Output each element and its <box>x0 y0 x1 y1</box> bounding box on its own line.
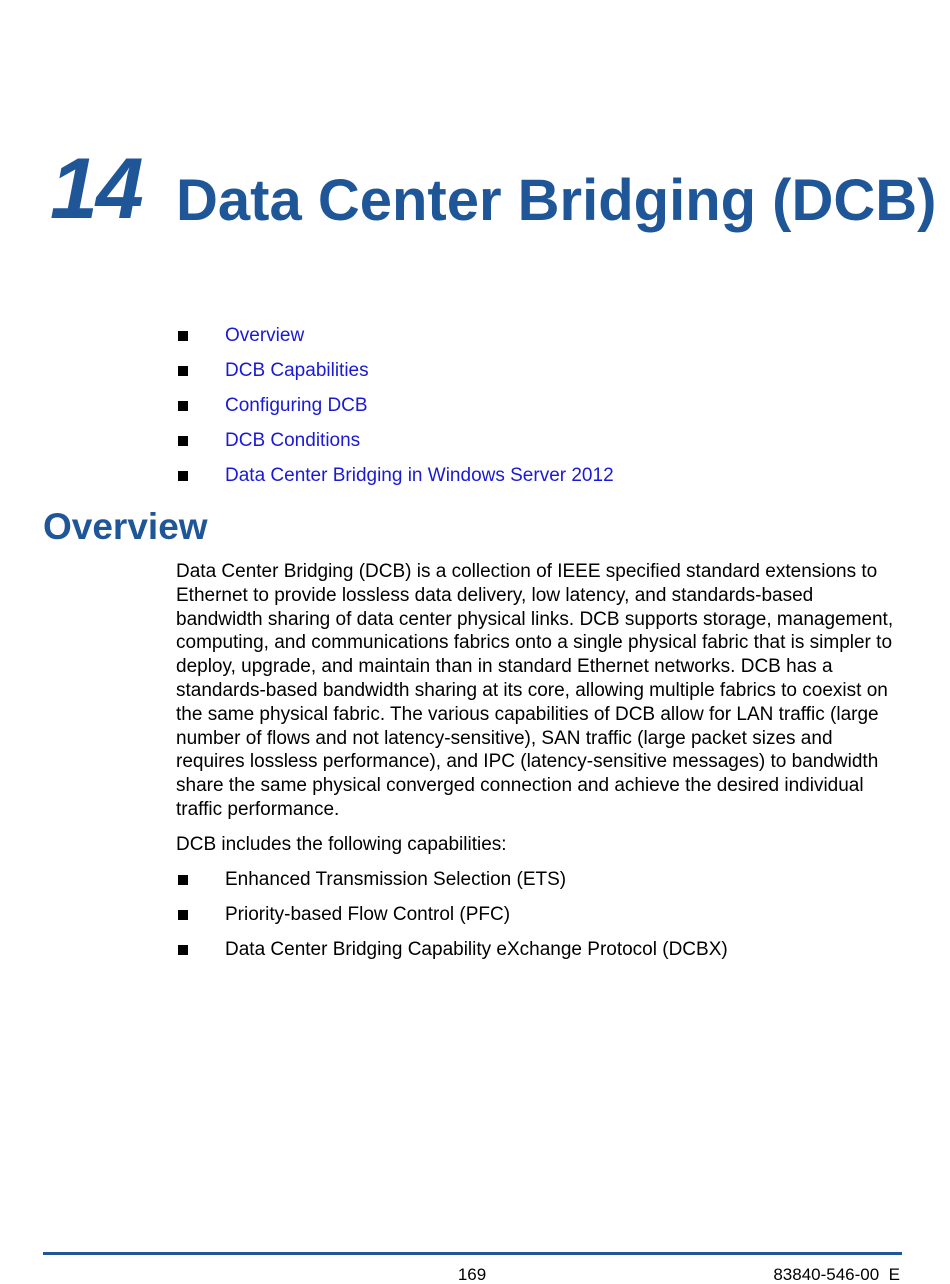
square-bullet-icon <box>178 910 188 920</box>
chapter-number: 14 <box>50 141 142 237</box>
square-bullet-icon <box>178 945 188 955</box>
capability-item-dcbx <box>176 932 728 967</box>
square-bullet-icon <box>178 331 188 341</box>
toc-link-overview[interactable]: Overview <box>225 325 305 346</box>
square-bullet-icon <box>178 471 188 481</box>
toc-link-configuring-dcb[interactable]: Configuring DCB <box>225 395 368 416</box>
capabilities-intro: DCB includes the following capabilities: <box>176 834 507 855</box>
toc-link-windows-server-2012[interactable]: Data Center Bridging in Windows Server 2012 <box>225 465 614 486</box>
chapter-title: Data Center Bridging (DCB) <box>176 168 937 233</box>
square-bullet-icon <box>178 875 188 885</box>
capabilities-list <box>176 862 728 967</box>
chapter-toc <box>176 318 614 493</box>
toc-item-dcb-conditions <box>176 423 614 458</box>
footer-divider <box>43 1252 902 1255</box>
toc-item-overview <box>176 318 614 353</box>
capability-label: Priority-based Flow Control (PFC) <box>225 904 511 925</box>
overview-paragraph: Data Center Bridging (DCB) is a collection of IEEE specified standard extensions to Ethernet to provide lossless data delivery, low latency, and standards-based bandwidth sharing of data center physical links. DCB supports storage, management, computing, and communications fabrics onto a single physical fabric that is simpler to deploy, upgrade, and maintain than in standard Ethernet networks. DCB has a standards-based bandwidth sharing at its core, allowing multiple fabrics to coexist on the same physical fabric. The various capabilities of DCB allow for LAN traffic (large number of flows and not latency-sensitive), SAN traffic (large packet sizes and requires lossless performance), and IPC (latency-sensitive messages) to bandwidth share the same physical converged connection and achieve the desired individual traffic performance. <box>176 561 894 820</box>
capability-label: Data Center Bridging Capability eXchange Protocol (DCBX) <box>225 939 728 960</box>
capability-label: Enhanced Transmission Selection (ETS) <box>225 869 567 890</box>
capability-item-ets <box>176 862 728 897</box>
toc-item-configuring-dcb <box>176 388 614 423</box>
toc-link-dcb-capabilities[interactable]: DCB Capabilities <box>225 360 369 381</box>
capability-item-pfc <box>176 897 728 932</box>
square-bullet-icon <box>178 436 188 446</box>
toc-link-dcb-conditions[interactable]: DCB Conditions <box>225 430 361 451</box>
page-number: 169 <box>457 1265 487 1284</box>
toc-item-dcb-capabilities <box>176 353 614 388</box>
square-bullet-icon <box>178 366 188 376</box>
toc-item-windows-server-2012 <box>176 458 614 493</box>
square-bullet-icon <box>178 401 188 411</box>
document-number: 83840-546-00 E <box>773 1265 900 1284</box>
section-heading-overview: Overview <box>43 506 208 547</box>
